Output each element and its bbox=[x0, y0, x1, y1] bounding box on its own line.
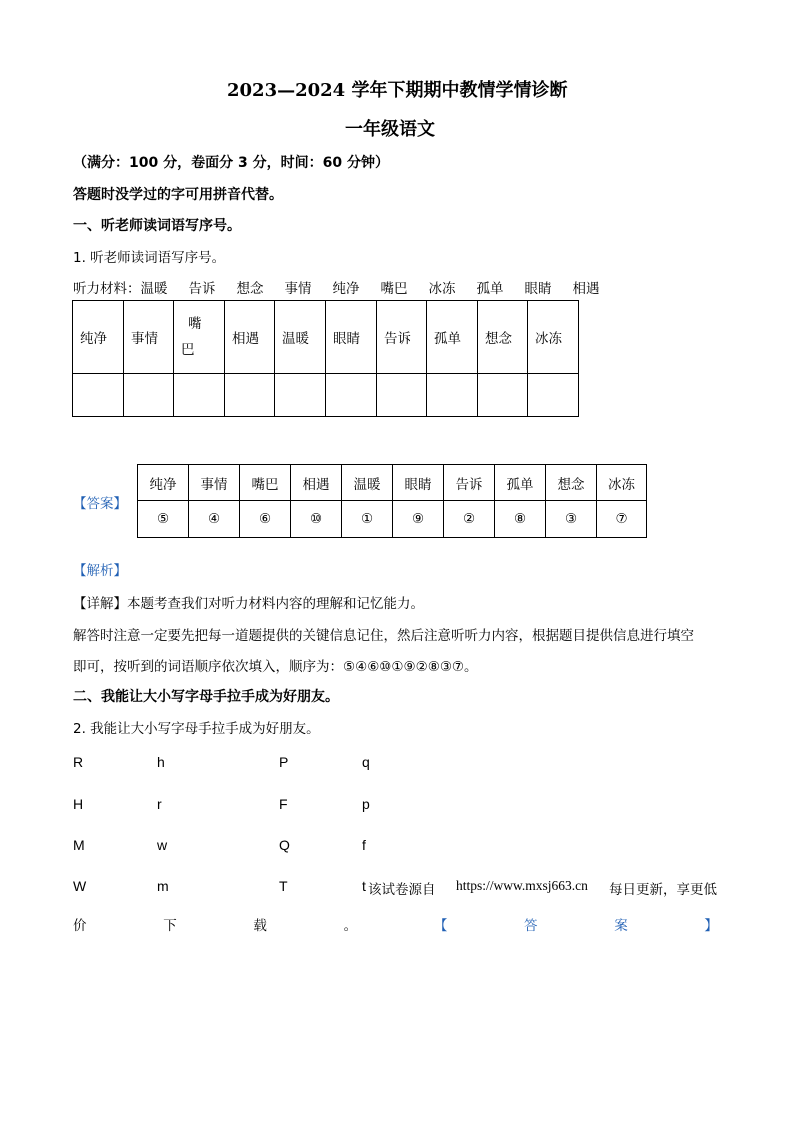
promo-char: 案 bbox=[614, 918, 628, 934]
question-word-cell: 相遇 bbox=[225, 301, 275, 374]
promo-last-line bbox=[73, 914, 718, 934]
answer-number-cell: ⑩ bbox=[291, 501, 342, 538]
answer-blank-cell[interactable] bbox=[124, 374, 174, 417]
promo-tail: 每日更新，享更低 bbox=[609, 882, 717, 898]
letter-item: W bbox=[73, 878, 87, 894]
promo-char: 【 bbox=[433, 918, 448, 934]
letter-item: F bbox=[279, 796, 288, 812]
promo-label: 该试卷源自 bbox=[368, 882, 436, 898]
answer-word-cell: 冰冻 bbox=[597, 465, 647, 501]
explain-line-2: 即可，按听到的词语顺序依次填入，顺序为：⑤④⑥⑩①⑨②⑧③⑦。 bbox=[73, 659, 478, 675]
letter-item: R bbox=[73, 754, 84, 770]
material-word: 冰冻 bbox=[428, 281, 456, 297]
question-word-cell: 温暖 bbox=[275, 301, 326, 374]
answer-number-cell: ① bbox=[342, 501, 393, 538]
document-subtitle: 一年级语文 bbox=[345, 119, 435, 140]
promo-char: 载 bbox=[253, 918, 267, 934]
promo-char: 下 bbox=[163, 918, 177, 934]
promo-char: 。 bbox=[343, 918, 358, 934]
exam-note: 答题时没学过的字可用拼音代替。 bbox=[73, 187, 283, 203]
answer-blank-cell[interactable] bbox=[275, 374, 326, 417]
letter-item: T bbox=[279, 878, 288, 894]
detail-text: 【详解】本题考查我们对听力材料内容的理解和记忆能力。 bbox=[73, 596, 424, 612]
material-word: 相遇 bbox=[572, 281, 600, 297]
section1-heading: 一、听老师读词语写序号。 bbox=[73, 218, 241, 234]
material-word: 嘴巴 bbox=[380, 281, 408, 297]
question-word-cell: 告诉 bbox=[377, 301, 427, 374]
answer-word-cell: 温暖 bbox=[342, 465, 393, 501]
question-word-cell: 嘴 巴 bbox=[174, 301, 225, 374]
letter-item: Q bbox=[279, 837, 290, 853]
answer-label: 【答案】 bbox=[73, 496, 127, 512]
answer-blank-cell[interactable] bbox=[478, 374, 528, 417]
answer-word-cell: 眼睛 bbox=[393, 465, 444, 501]
material-word: 孤单 bbox=[476, 281, 504, 297]
answer-blank-cell[interactable] bbox=[326, 374, 377, 417]
answer-number-cell: ③ bbox=[546, 501, 597, 538]
letter-item: h bbox=[157, 754, 165, 770]
document-title: 2023—2024 学年下期期中教情学情诊断 bbox=[227, 80, 568, 101]
letter-item: w bbox=[157, 837, 168, 853]
section2-heading: 二、我能让大小写字母手拉手成为好朋友。 bbox=[73, 689, 339, 705]
answer-blank-cell[interactable] bbox=[528, 374, 579, 417]
section1-question: 1. 听老师读词语写序号。 bbox=[73, 250, 226, 266]
promo-url[interactable]: https://www.mxsj663.cn bbox=[456, 878, 588, 893]
section2-question: 2. 我能让大小写字母手拉手成为好朋友。 bbox=[73, 721, 320, 737]
letter-item: M bbox=[73, 837, 85, 853]
answer-number-cell: ⑤ bbox=[138, 501, 189, 538]
question-word-cell: 事情 bbox=[124, 301, 174, 374]
answer-blank-cell[interactable] bbox=[73, 374, 124, 417]
answer-blank-cell[interactable] bbox=[377, 374, 427, 417]
question-table bbox=[72, 300, 579, 417]
answer-number-cell: ⑦ bbox=[597, 501, 647, 538]
exam-meta: （满分：100 分，卷面分 3 分，时间：60 分钟） bbox=[73, 155, 389, 171]
material-word: 温暖 bbox=[140, 281, 168, 297]
answer-number-cell: ⑥ bbox=[240, 501, 291, 538]
material-word: 纯净 bbox=[332, 281, 360, 297]
material-word: 事情 bbox=[284, 281, 312, 297]
answer-word-cell: 孤单 bbox=[495, 465, 546, 501]
explain-line-1: 解答时注意一定要先把每一道题提供的关键信息记住，然后注意听听力内容，根据题目提供信息进行填空 bbox=[73, 628, 694, 644]
letter-item: p bbox=[362, 796, 370, 812]
letter-item: H bbox=[73, 796, 84, 812]
answer-number-cell: ⑨ bbox=[393, 501, 444, 538]
material-word: 想念 bbox=[236, 281, 264, 297]
answer-blank-cell[interactable] bbox=[225, 374, 275, 417]
promo-char: 答 bbox=[524, 918, 538, 934]
question-word-cell: 纯净 bbox=[73, 301, 124, 374]
letter-item: t bbox=[362, 878, 366, 894]
listening-material bbox=[73, 277, 621, 297]
letter-item: P bbox=[279, 754, 289, 770]
question-word-cell: 孤单 bbox=[427, 301, 478, 374]
answer-word-cell: 纯净 bbox=[138, 465, 189, 501]
letter-item: m bbox=[157, 878, 169, 894]
material-label: 听力材料： bbox=[73, 281, 141, 297]
promo-text bbox=[368, 878, 436, 898]
answer-blank-cell[interactable] bbox=[427, 374, 478, 417]
answer-blank-cell[interactable] bbox=[174, 374, 225, 417]
letter-item: q bbox=[362, 754, 370, 770]
letter-item: f bbox=[362, 837, 366, 853]
promo-char: 】 bbox=[704, 918, 718, 934]
answer-word-cell: 告诉 bbox=[444, 465, 495, 501]
answer-number-cell: ⑧ bbox=[495, 501, 546, 538]
letter-item: r bbox=[157, 796, 162, 812]
material-words bbox=[141, 281, 621, 297]
analysis-label: 【解析】 bbox=[73, 563, 127, 579]
material-word: 眼睛 bbox=[524, 281, 552, 297]
answer-table bbox=[137, 464, 647, 538]
answer-word-cell: 事情 bbox=[189, 465, 240, 501]
material-word: 告诉 bbox=[188, 281, 216, 297]
question-word-cell: 冰冻 bbox=[528, 301, 579, 374]
answer-word-cell: 嘴巴 bbox=[240, 465, 291, 501]
answer-word-cell: 想念 bbox=[546, 465, 597, 501]
answer-number-cell: ② bbox=[444, 501, 495, 538]
question-word-cell: 想念 bbox=[478, 301, 528, 374]
answer-word-cell: 相遇 bbox=[291, 465, 342, 501]
promo-char: 价 bbox=[73, 918, 87, 934]
question-word-cell: 眼睛 bbox=[326, 301, 377, 374]
answer-number-cell: ④ bbox=[189, 501, 240, 538]
